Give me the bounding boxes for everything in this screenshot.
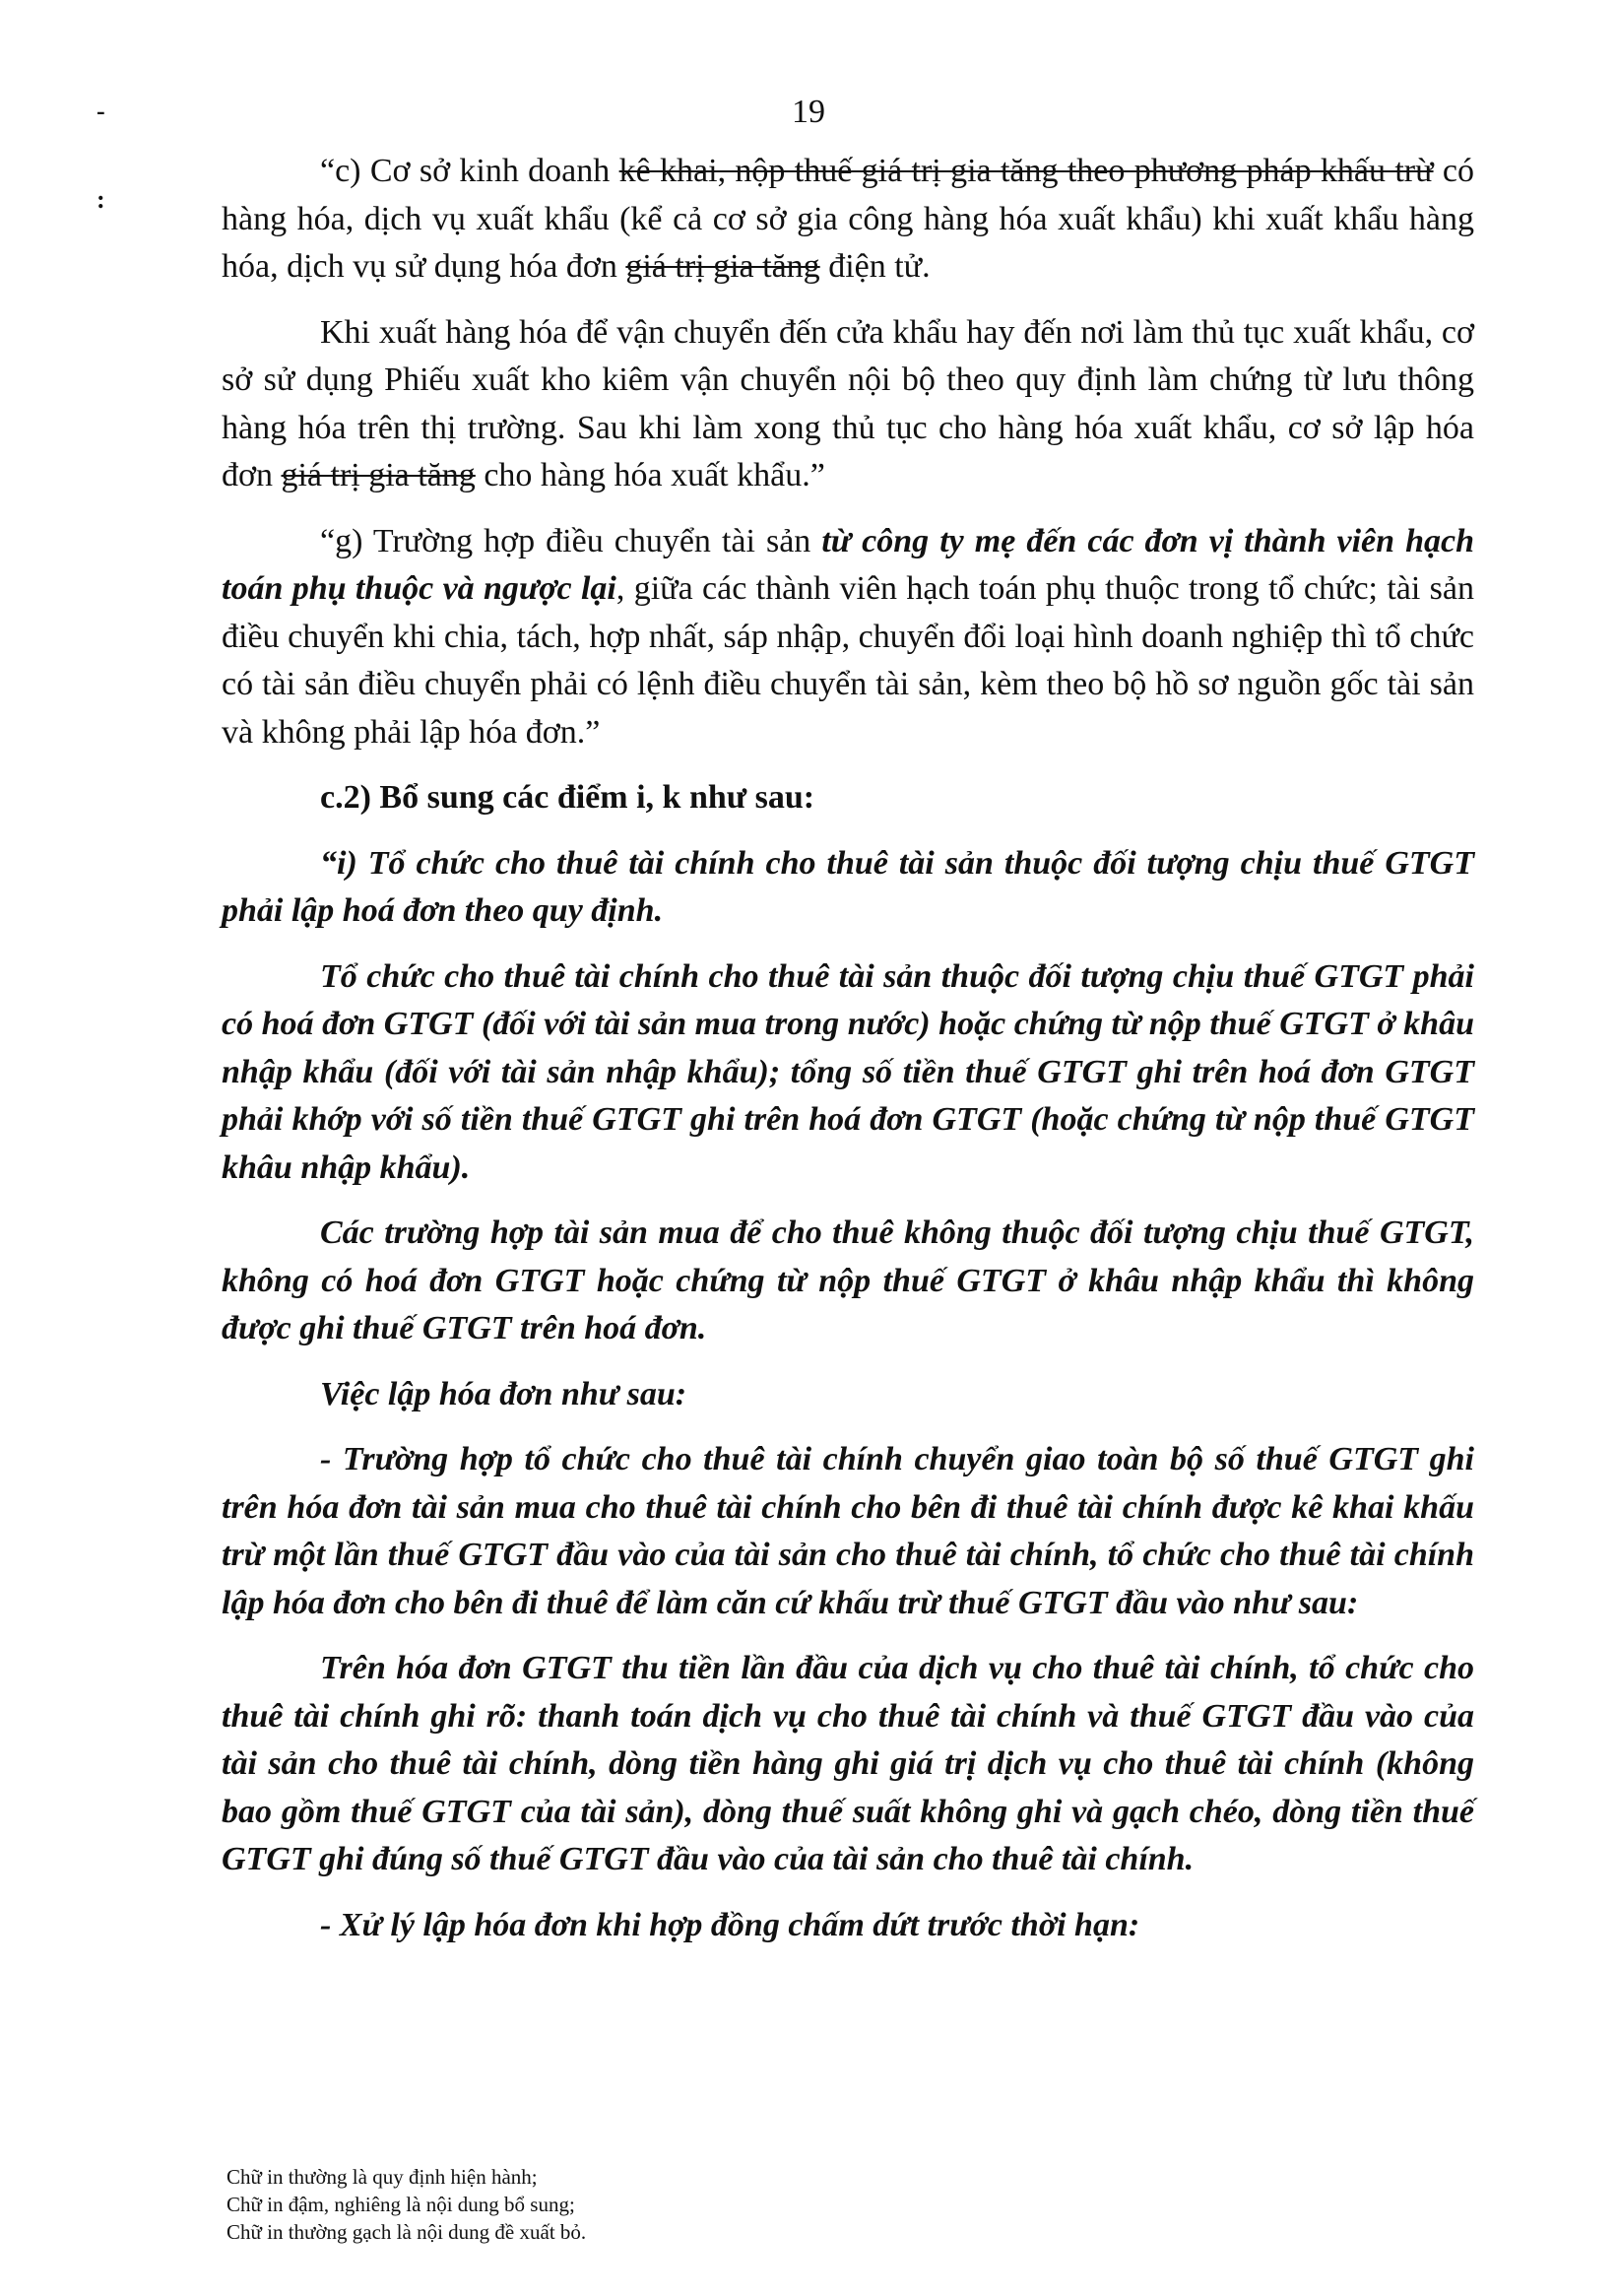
margin-mark-colon: :	[97, 185, 105, 214]
footnote-current: Chữ in thường là quy định hiện hành;	[226, 2165, 538, 2189]
page-number: 19	[792, 94, 825, 130]
paragraph-export-goods	[222, 309, 1474, 500]
footnote-removed: Chữ in thường gạch là nội dung đề xuất bỏ.	[226, 2220, 587, 2244]
paragraph-early-termination: - Xử lý lập hóa đơn khi hợp đồng chấm dứt trước thời hạn:	[320, 1906, 1140, 1943]
strikethrough-text: giá trị gia tăng	[625, 248, 820, 285]
strikethrough-text: giá trị gia tăng	[281, 457, 476, 493]
footnote-added: Chữ in đậm, nghiêng là nội dung bổ sung;	[226, 2193, 575, 2216]
footnotes	[226, 2163, 586, 2246]
paragraph-first-invoice: Trên hóa đơn GTGT thu tiền lần đầu của dịch vụ cho thuê tài chính, tổ chức cho thuê tài chính ghi rõ: thanh toán dịch vụ cho thuê tài chính và thuế GTGT đầu vào của tài sản cho thuê tài chính, dòng tiền hàng ghi giá trị dịch vụ cho thuê tài chính (không bao gồm thuế GTGT của tài sản), dòng thuế suất không ghi và gạch chéo, dòng tiền thuế GTGT ghi đúng số thuế GTGT đầu vào của tài sản cho thuê tài chính.	[222, 1650, 1474, 1877]
paragraph-c	[222, 148, 1474, 292]
text-run: có hàng hóa, dịch vụ xuất khẩu (kể cả cơ sở gia công hàng hóa xuất khẩu) khi xuất khẩu hàng hóa, dịch vụ sử dụng hóa đơn	[222, 153, 1474, 285]
document-body	[222, 148, 1474, 1967]
paragraph-transfer-vat: - Trường hợp tổ chức cho thuê tài chính chuyển giao toàn bộ số thuế GTGT ghi trên hóa đơn tài sản mua cho thuê tài chính cho bên đi thuê tài chính được kê khai khấu trừ một lần thuế GTGT đầu vào của tài sản cho thuê tài chính, tổ chức cho thuê tài chính lập hóa đơn cho bên đi thuê để làm căn cứ khấu trừ thuế GTGT đầu vào như sau:	[222, 1441, 1474, 1621]
paragraph-leasing-invoice: Tổ chức cho thuê tài chính cho thuê tài sản thuộc đối tượng chịu thuế GTGT phải có hoá đơn GTGT (đối với tài sản mua trong nước) hoặc chứng từ nộp thuế GTGT ở khâu nhập khẩu (đối với tài sản nhập khẩu); tổng số tiền thuế GTGT ghi trên hoá đơn GTGT phải khớp với số tiền thuế GTGT ghi trên hoá đơn GTGT (hoặc chứng từ nộp thuế GTGT khâu nhập khẩu).	[222, 957, 1474, 1186]
text-run: cho hàng hóa xuất khẩu.”	[475, 457, 825, 493]
text-run: , giữa các thành viên hạch toán phụ thuộc trong tổ chức; tài sản điều chuyển khi chia, tách, hợp nhất, sáp nhập, chuyển đổi loại hình doanh nghiệp thì tổ chức có tài sản điều chuyển phải có lệnh điều chuyển tài sản, kèm theo bộ hồ sơ nguồn gốc tài sản và không phải lập hóa đơn.”	[222, 570, 1474, 751]
text-run: “c) Cơ sở kinh doanh	[320, 153, 619, 189]
added-text: từ công ty mẹ đến các đơn vị thành viên hạch toán phụ thuộc và ngược lại	[222, 522, 1474, 607]
section-heading-c2: c.2) Bổ sung các điểm i, k như sau:	[320, 779, 815, 816]
margin-mark-dash: -	[97, 97, 105, 125]
text-run: điện tử.	[819, 248, 931, 285]
paragraph-non-taxable-assets: Các trường hợp tài sản mua để cho thuê không thuộc đối tượng chịu thuế GTGT, không có hoá đơn GTGT hoặc chứng từ nộp thuế GTGT ở khâu nhập khẩu thì không được ghi thuế GTGT trên hoá đơn.	[222, 1214, 1474, 1346]
paragraph-i: “i) Tổ chức cho thuê tài chính cho thuê tài sản thuộc đối tượng chịu thuế GTGT phải lập hoá đơn theo quy định.	[222, 844, 1474, 929]
text-run: Khi xuất hàng hóa để vận chuyển đến cửa khẩu hay đến nơi làm thủ tục xuất khẩu, cơ sở sử dụng Phiếu xuất kho kiêm vận chuyển nội bộ theo quy định làm chứng từ lưu thông hàng hóa trên thị trường. Sau khi làm xong thủ tục cho hàng hóa xuất khẩu, cơ sở lập hóa đơn	[222, 313, 1474, 493]
paragraph-g	[222, 518, 1474, 757]
text-run: “g) Trường hợp điều chuyển tài sản	[320, 522, 822, 559]
paragraph-invoice-method: Việc lập hóa đơn như sau:	[320, 1375, 687, 1412]
strikethrough-text: kê khai, nộp thuế giá trị gia tăng theo phương pháp khấu trừ	[618, 153, 1434, 189]
